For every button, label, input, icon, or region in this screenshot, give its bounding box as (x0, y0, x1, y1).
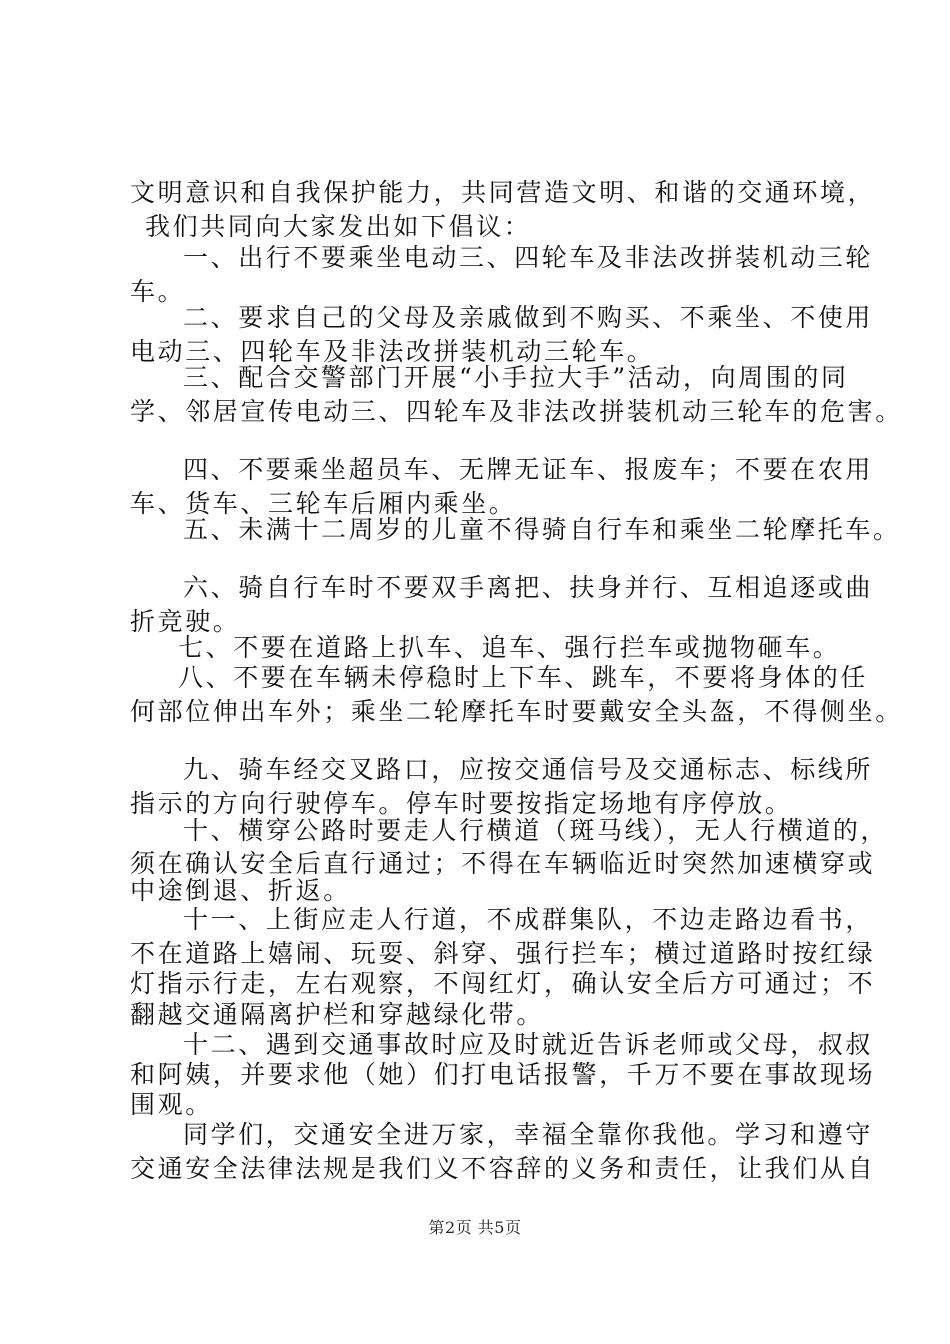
body-line: 五、未满十二周岁的儿童不得骑自行车和乘坐二轮摩托车。 (183, 515, 901, 544)
body-line: 六、骑自行车时不要双手离把、扶身并行、互相追逐或曲 (183, 573, 874, 602)
body-line: 围观。 (130, 1090, 213, 1119)
body-line: 学、邻居宣传电动三、四轮车及非法改拼装机动三轮车的危害。 (130, 397, 903, 426)
body-line: 四、不要乘坐超员车、无牌无证车、报废车；不要在农用 (183, 455, 874, 484)
body-line: 七、不要在道路上扒车、追车、强行拦车或抛物砸车。 (178, 633, 841, 662)
body-line: 十二、遇到交通事故时应及时就近告诉老师或父母，叔叔 (183, 1030, 874, 1059)
body-line: 不在道路上嬉闹、玩耍、斜穿、强行拦车；横过道路时按红绿 (130, 939, 876, 968)
body-line: 我们共同向大家发出如下倡议： (145, 212, 532, 241)
body-line: 同学们，交通安全进万家，幸福全靠你我他。学习和遵守 (183, 1120, 874, 1149)
body-line: 十、横穿公路时要走人行横道（斑马线），无人行横道的， (183, 816, 889, 845)
body-line: 电动三、四轮车及非法改拼装机动三轮车。 (130, 337, 655, 366)
body-line: 灯指示行走，左右观察，不闯红灯，确认安全后方可通过；不 (130, 969, 876, 998)
body-line: 交通安全法律法规是我们义不容辞的义务和责任，让我们从自 (130, 1154, 876, 1183)
body-line: 三、配合交警部门开展“小手拉大手”活动，向周围的同 (183, 363, 849, 392)
body-line: 折竞驶。 (130, 607, 241, 636)
body-line: 何部位伸出车外；乘坐二轮摩托车时要戴安全头盔，不得侧坐。 (130, 697, 903, 726)
body-line: 车、货车、三轮车后厢内乘坐。 (130, 489, 517, 518)
body-line: 文明意识和自我保护能力，共同营造文明、和谐的交通环境， (130, 178, 876, 207)
body-line: 二、要求自己的父母及亲戚做到不购买、不乘坐、不使用 (183, 303, 874, 332)
body-line: 八、不要在车辆未停稳时上下车、跳车，不要将身体的任 (178, 663, 869, 692)
body-line: 一、出行不要乘坐电动三、四轮车及非法改拼装机动三轮 (183, 243, 874, 272)
body-line: 中途倒退、折返。 (130, 876, 351, 905)
body-line: 指示的方向行驶停车。停车时要按指定场地有序停放。 (130, 789, 793, 818)
body-line: 翻越交通隔离护栏和穿越绿化带。 (130, 1000, 545, 1029)
body-line: 九、骑车经交叉路口，应按交通信号及交通标志、标线所 (183, 755, 874, 784)
body-line: 和阿姨，并要求他（她）们打电话报警，千万不要在事故现场 (130, 1060, 876, 1089)
body-line: 须在确认安全后直行通过；不得在车辆临近时突然加速横穿或 (130, 849, 876, 878)
body-line: 车。 (130, 277, 186, 306)
page-number-footer: 第2页 共5页 (428, 1218, 522, 1237)
body-line: 十一、上街应走人行道，不成群集队，不边走路边看书， (183, 905, 874, 934)
